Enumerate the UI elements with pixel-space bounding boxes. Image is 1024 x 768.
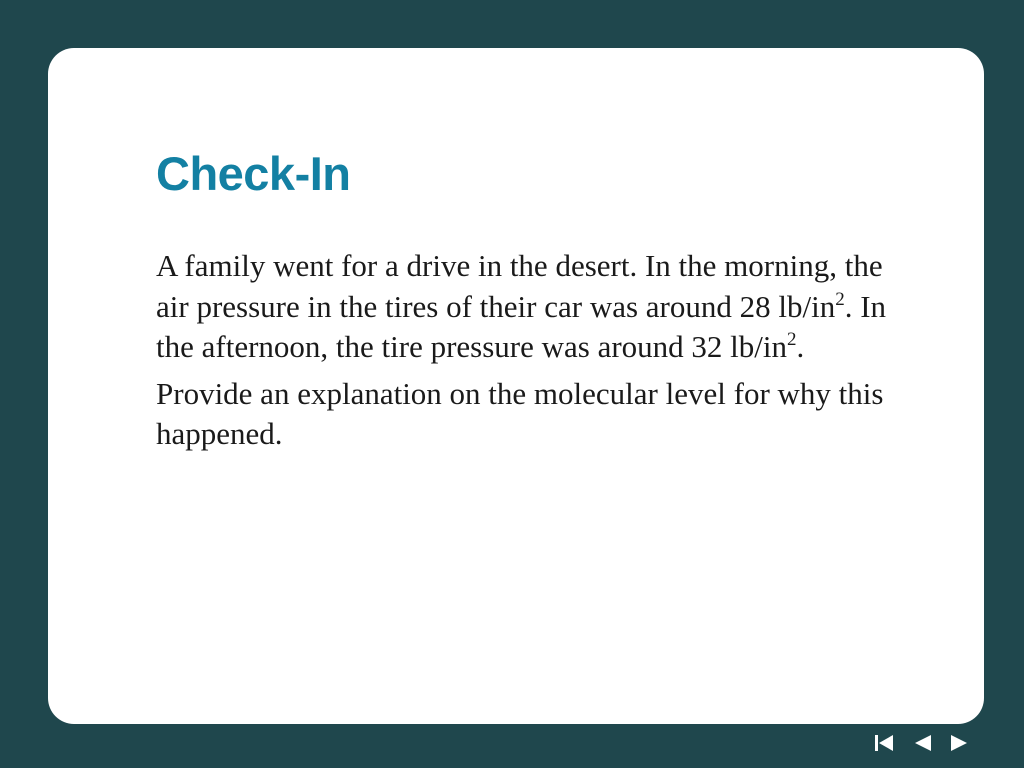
- previous-slide-button[interactable]: [910, 732, 934, 754]
- superscript-squared: 2: [835, 288, 845, 310]
- slide-navigation: [872, 732, 972, 754]
- next-slide-icon: [950, 734, 970, 752]
- first-slide-button[interactable]: [872, 732, 896, 754]
- question-text-part-3: .: [796, 329, 805, 364]
- slide-title: Check-In: [156, 147, 351, 200]
- slide-card: [48, 48, 984, 724]
- slide-body: [156, 246, 916, 461]
- first-slide-icon: [874, 734, 894, 752]
- question-paragraph: [156, 246, 916, 368]
- superscript-squared: 2: [787, 329, 797, 350]
- prompt-paragraph: Provide an explanation on the molecular level for why this happened.: [156, 375, 884, 451]
- question-text-part-2: . In the afternoon, the tire pressure was around 32 lb/in: [156, 288, 887, 364]
- previous-slide-icon: [912, 734, 932, 752]
- next-slide-button[interactable]: [948, 732, 972, 754]
- question-text-part-1: A family went for a drive in the desert. In the morning, the air pressure in the tires of their car was around 28 lb/in: [156, 248, 883, 324]
